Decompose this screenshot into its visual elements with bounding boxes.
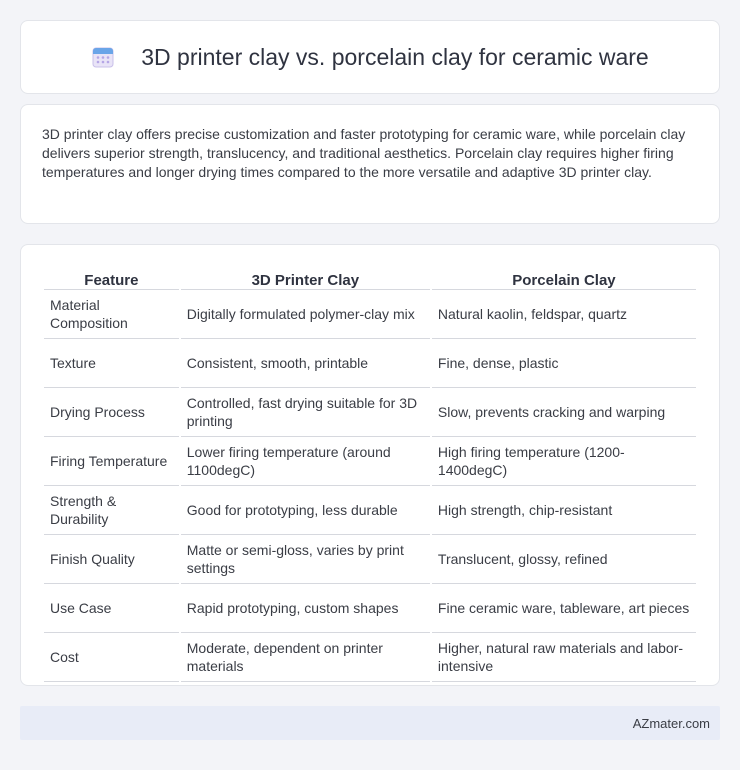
feature-cell: Texture <box>44 339 179 388</box>
printer-clay-cell: Controlled, fast drying suitable for 3D printing <box>181 388 430 437</box>
table-row <box>44 486 696 535</box>
feature-cell: Cost <box>44 633 179 682</box>
printer-clay-cell: Matte or semi-gloss, varies by print settings <box>181 535 430 584</box>
printer-clay-cell: Moderate, dependent on printer materials <box>181 633 430 682</box>
printer-clay-cell: Digitally formulated polymer-clay mix <box>181 290 430 339</box>
table-row <box>44 339 696 388</box>
table-row <box>44 633 696 682</box>
printer-clay-cell: Lower firing temperature (around 1100degC) <box>181 437 430 486</box>
printer-clay-cell: Good for prototyping, less durable <box>181 486 430 535</box>
feature-cell: Firing Temperature <box>44 437 179 486</box>
footer <box>20 706 720 740</box>
comparison-table <box>42 265 698 682</box>
table-header-row <box>44 265 696 290</box>
feature-cell: Drying Process <box>44 388 179 437</box>
feature-cell: Use Case <box>44 584 179 633</box>
table-row <box>44 535 696 584</box>
feature-cell: Material Composition <box>44 290 179 339</box>
comparison-card <box>20 244 720 686</box>
header-porcelain-clay: Porcelain Clay <box>432 265 696 290</box>
header-feature: Feature <box>44 265 179 290</box>
printer-clay-cell: Rapid prototyping, custom shapes <box>181 584 430 633</box>
title-card <box>20 20 720 94</box>
porcelain-clay-cell: Natural kaolin, feldspar, quartz <box>432 290 696 339</box>
summary-text: 3D printer clay offers precise customization and faster prototyping for ceramic ware, while porcelain clay delivers superior strength, translucency, and traditional aesthetics. Porcelain clay requires higher firing temperatures and longer drying times compared to the more versatile and adaptive 3D printer clay. <box>42 126 686 181</box>
porcelain-clay-cell: Translucent, glossy, refined <box>432 535 696 584</box>
table-row <box>44 437 696 486</box>
porcelain-clay-cell: Fine, dense, plastic <box>432 339 696 388</box>
table-row <box>44 290 696 339</box>
header-3d-printer-clay: 3D Printer Clay <box>181 265 430 290</box>
porcelain-clay-cell: Higher, natural raw materials and labor-intensive <box>432 633 696 682</box>
porcelain-clay-cell: High strength, chip-resistant <box>432 486 696 535</box>
calendar-icon <box>91 45 115 69</box>
porcelain-clay-cell: Fine ceramic ware, tableware, art pieces <box>432 584 696 633</box>
summary-card <box>20 104 720 224</box>
porcelain-clay-cell: High firing temperature (1200-1400degC) <box>432 437 696 486</box>
feature-cell: Finish Quality <box>44 535 179 584</box>
page-title: 3D printer clay vs. porcelain clay for ceramic ware <box>141 43 649 70</box>
footer-site-label: AZmater.com <box>632 715 710 731</box>
table-row <box>44 388 696 437</box>
feature-cell: Strength & Durability <box>44 486 179 535</box>
table-row <box>44 584 696 633</box>
porcelain-clay-cell: Slow, prevents cracking and warping <box>432 388 696 437</box>
printer-clay-cell: Consistent, smooth, printable <box>181 339 430 388</box>
